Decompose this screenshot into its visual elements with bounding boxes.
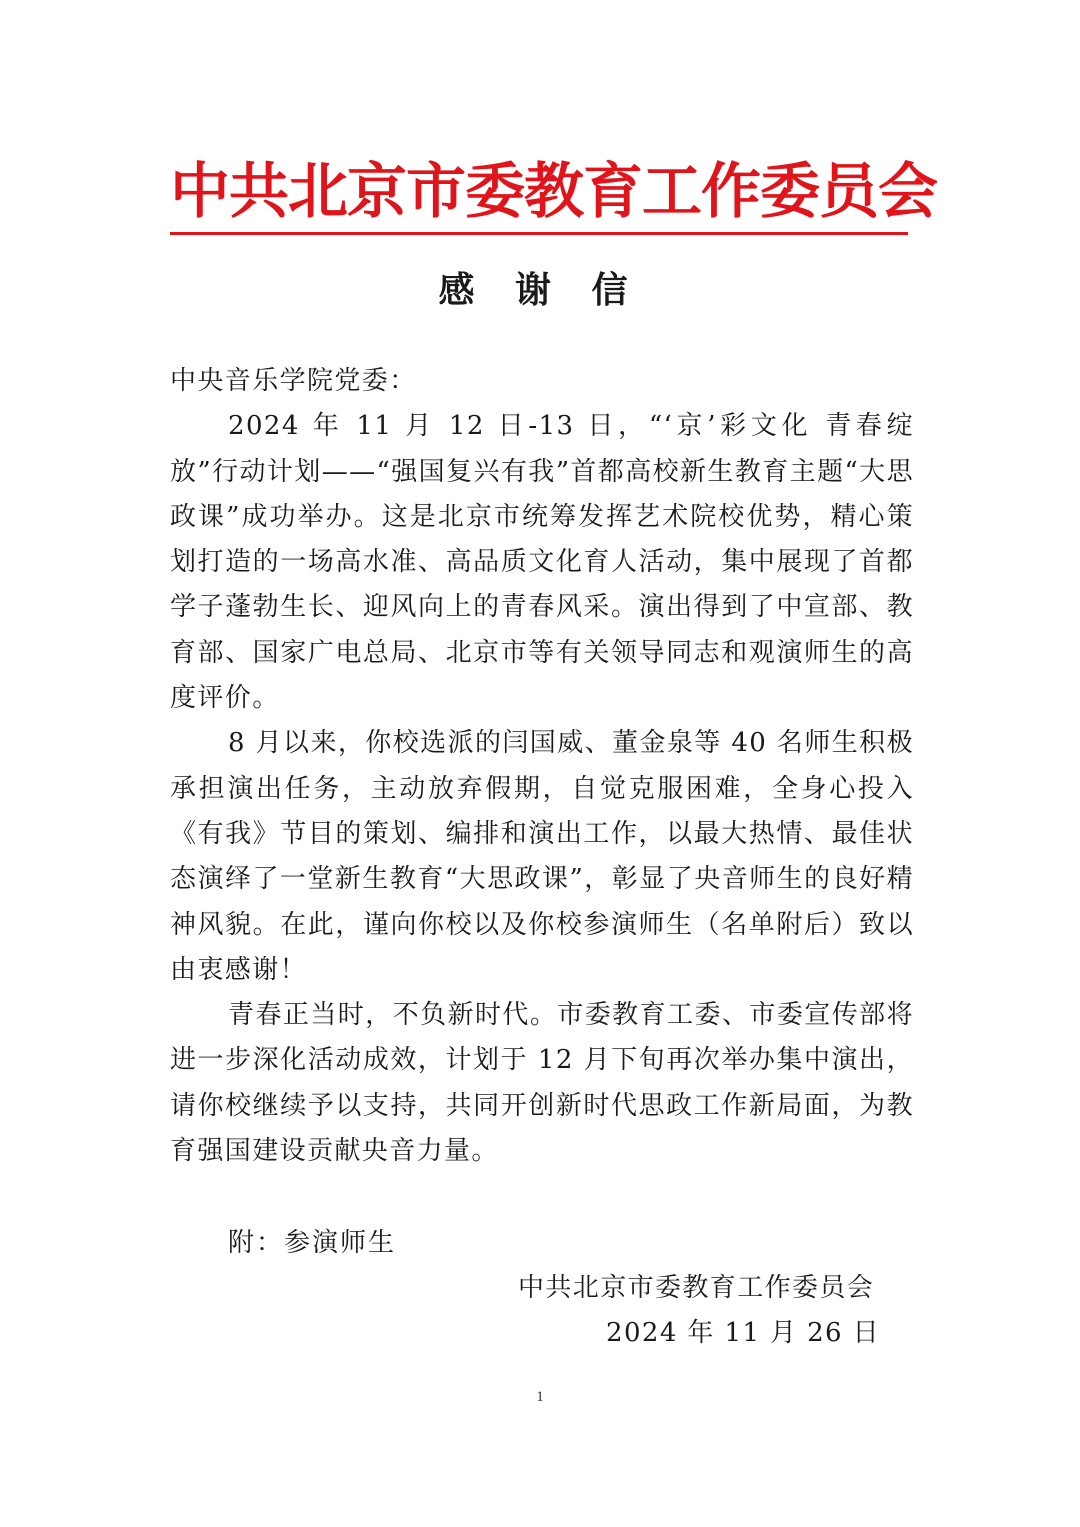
page-number: 1 (536, 1389, 544, 1405)
letter-title: 感 谢 信 (438, 269, 642, 311)
signature-date: 2024 年 11 月 26 日 (606, 1318, 881, 1348)
attachment-note: 附：参演师生 (228, 1228, 397, 1258)
letterhead-title: 中共北京市委教育工作委员会 (170, 157, 937, 227)
letterhead-red-rule (170, 232, 908, 235)
salutation: 中央音乐学院党委： (170, 366, 417, 396)
signature-organization: 中共北京市委教育工作委员会 (518, 1273, 875, 1303)
paragraph-1: 2024 年 11 月 12 日-13 日，“‘京’彩文化 青春绽放”行动计划——“强国复兴有我”首都高校新生教育主题“大思政课”成功举办。这是北京市统筹发挥艺术院校优势，精心策划打造的一场高水准、高品质文化育人活动，集中展现了首都学子蓬勃生长、迎风向上的青春风采。演出得到了中宣部、教育部、国家广电总局、北京市等有关领导同志和观演师生的高度评价。 (170, 411, 914, 714)
paragraph-2: 8 月以来，你校选派的闫国威、董金泉等 40 名师生积极承担演出任务，主动放弃假期，自觉克服困难，全身心投入《有我》节目的策划、编排和演出工作，以最大热情、最佳状态演绎了一堂新生教育“大思政课”，彰显了央音师生的良好精神风貌。在此，谨向你校以及你校参演师生（名单附后）致以由衷感谢！ (170, 728, 914, 985)
letter-body (170, 359, 914, 1174)
paragraph-3: 青春正当时，不负新时代。市委教育工委、市委宣传部将进一步深化活动成效，计划于 12 月下旬再次举办集中演出，请你校继续予以支持，共同开创新时代思政工作新局面，为教育强国建设贡献央音力量。 (170, 1000, 914, 1167)
